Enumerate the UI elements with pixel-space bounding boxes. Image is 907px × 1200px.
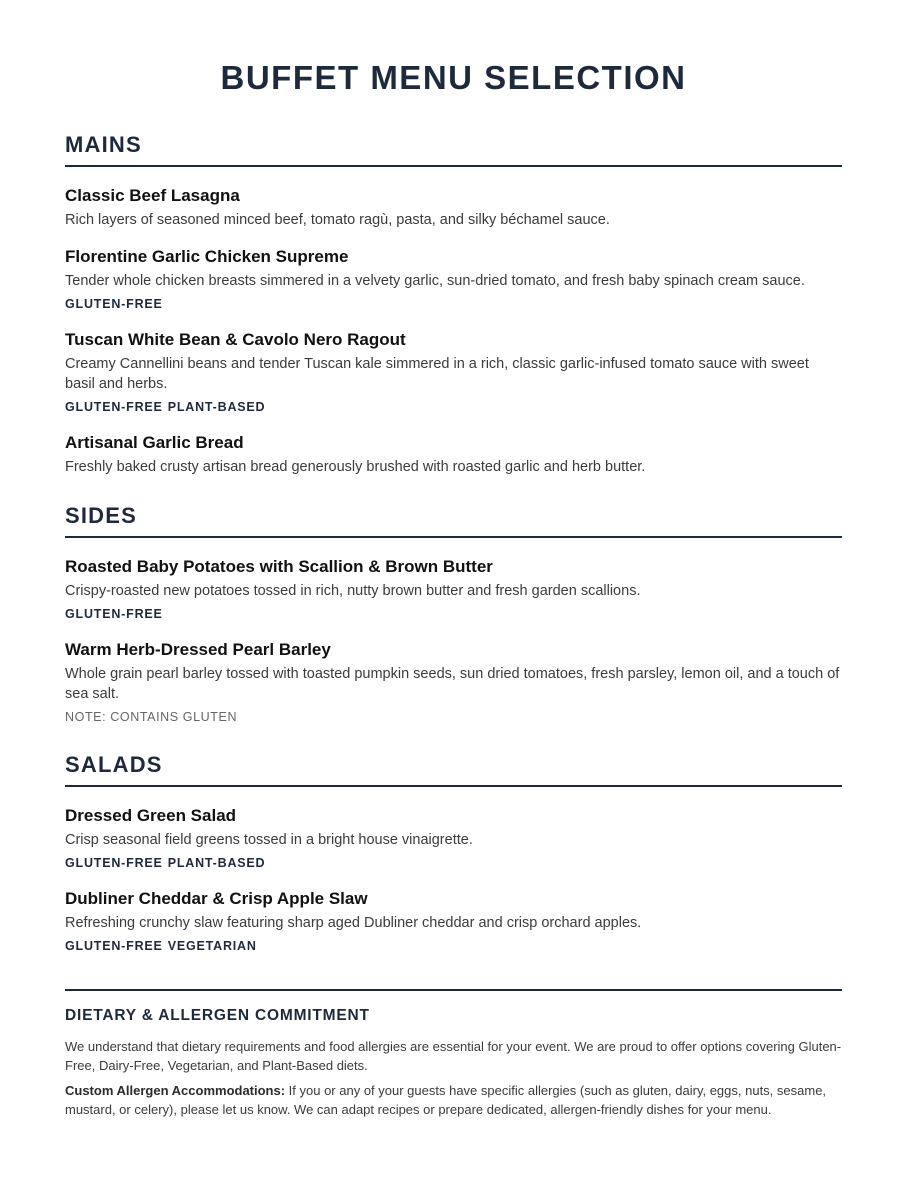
dietary-tags: [65, 854, 842, 872]
dietary-tag: GLUTEN-FREE: [65, 939, 163, 953]
menu-item: [65, 805, 842, 872]
menu-item-description: Crisp seasonal field greens tossed in a bright house vinaigrette.: [65, 832, 473, 848]
menu-item-description: Refreshing crunchy slaw featuring sharp aged Dubliner cheddar and crisp orchard apples.: [65, 915, 642, 931]
menu-item-name: Dressed Green Salad: [65, 806, 237, 825]
page-title: BUFFET MENU SELECTION: [220, 59, 687, 96]
dietary-tags: [65, 295, 842, 313]
section-heading: SALADS: [65, 752, 842, 787]
menu-item-name: Dubliner Cheddar & Crisp Apple Slaw: [65, 889, 368, 908]
menu-item-name: Roasted Baby Potatoes with Scallion & Brown Butter: [65, 557, 493, 576]
menu-item-description: Whole grain pearl barley tossed with toasted pumpkin seeds, sun dried tomatoes, fresh parsley, lemon oil, and a touch of sea salt.: [65, 666, 840, 702]
footer-paragraph-2-text: If you or any of your guests have specific allergies (such as gluten, dairy, eggs, nuts, sesame, mustard, or celery), please let us know. We can adapt recipes or prepare dedicated, allergen-friendly dishes for your menu.: [65, 1083, 827, 1117]
menu-item: [65, 556, 842, 623]
menu-item: [65, 888, 842, 955]
dietary-tag: GLUTEN-FREE: [65, 856, 163, 870]
dietary-tag: VEGETARIAN: [167, 939, 257, 953]
menu-item-name: Classic Beef Lasagna: [65, 186, 240, 205]
section-heading: SIDES: [65, 503, 842, 538]
menu-section-salads: [65, 752, 842, 955]
dietary-tags: [65, 937, 842, 955]
dietary-tags: [65, 605, 842, 623]
dietary-tags: [65, 398, 842, 416]
menu-item: [65, 246, 842, 313]
menu-section-mains: [65, 132, 842, 477]
menu-item: [65, 329, 842, 416]
menu-item-name: Warm Herb-Dressed Pearl Barley: [65, 640, 331, 659]
footer-paragraph-1: We understand that dietary requirements and food allergies are essential for your event. We are proud to offer options covering Gluten-Free, Dairy-Free, Vegetarian, and Plant-Based diets.: [65, 1039, 842, 1073]
dietary-tag: PLANT-BASED: [167, 856, 266, 870]
dietary-tag: GLUTEN-FREE: [65, 607, 163, 621]
dietary-tag: GLUTEN-FREE: [65, 297, 163, 311]
menu-item-description: Freshly baked crusty artisan bread generously brushed with roasted garlic and herb butter.: [65, 459, 646, 475]
allergen-note: NOTE: CONTAINS GLUTEN: [65, 710, 238, 724]
menu-item-name: Tuscan White Bean & Cavolo Nero Ragout: [65, 330, 406, 349]
menu-sections: [65, 132, 842, 955]
section-heading: MAINS: [65, 132, 842, 167]
menu-item-name: Florentine Garlic Chicken Supreme: [65, 247, 349, 266]
menu-item-description: Rich layers of seasoned minced beef, tomato ragù, pasta, and silky béchamel sauce.: [65, 212, 610, 228]
menu-item-description: Tender whole chicken breasts simmered in a velvety garlic, sun-dried tomato, and fresh baby spinach cream sauce.: [65, 273, 805, 289]
footer-heading: DIETARY & ALLERGEN COMMITMENT: [65, 1007, 370, 1024]
menu-item: [65, 185, 842, 230]
dietary-footer: [65, 989, 842, 1119]
menu-section-sides: [65, 503, 842, 726]
menu-item-name: Artisanal Garlic Bread: [65, 433, 244, 452]
menu-item-description: Crispy-roasted new potatoes tossed in rich, nutty brown butter and fresh garden scallions.: [65, 583, 641, 599]
footer-paragraph-2: [65, 1081, 842, 1119]
dietary-tag: PLANT-BASED: [167, 400, 266, 414]
menu-item-description: Creamy Cannellini beans and tender Tuscan kale simmered in a rich, classic garlic-infused tomato sauce with sweet basil and herbs.: [65, 356, 809, 392]
dietary-tag: GLUTEN-FREE: [65, 400, 163, 414]
menu-item: [65, 639, 842, 726]
menu-item: [65, 432, 842, 477]
footer-paragraph-2-label: Custom Allergen Accommodations:: [65, 1083, 286, 1098]
